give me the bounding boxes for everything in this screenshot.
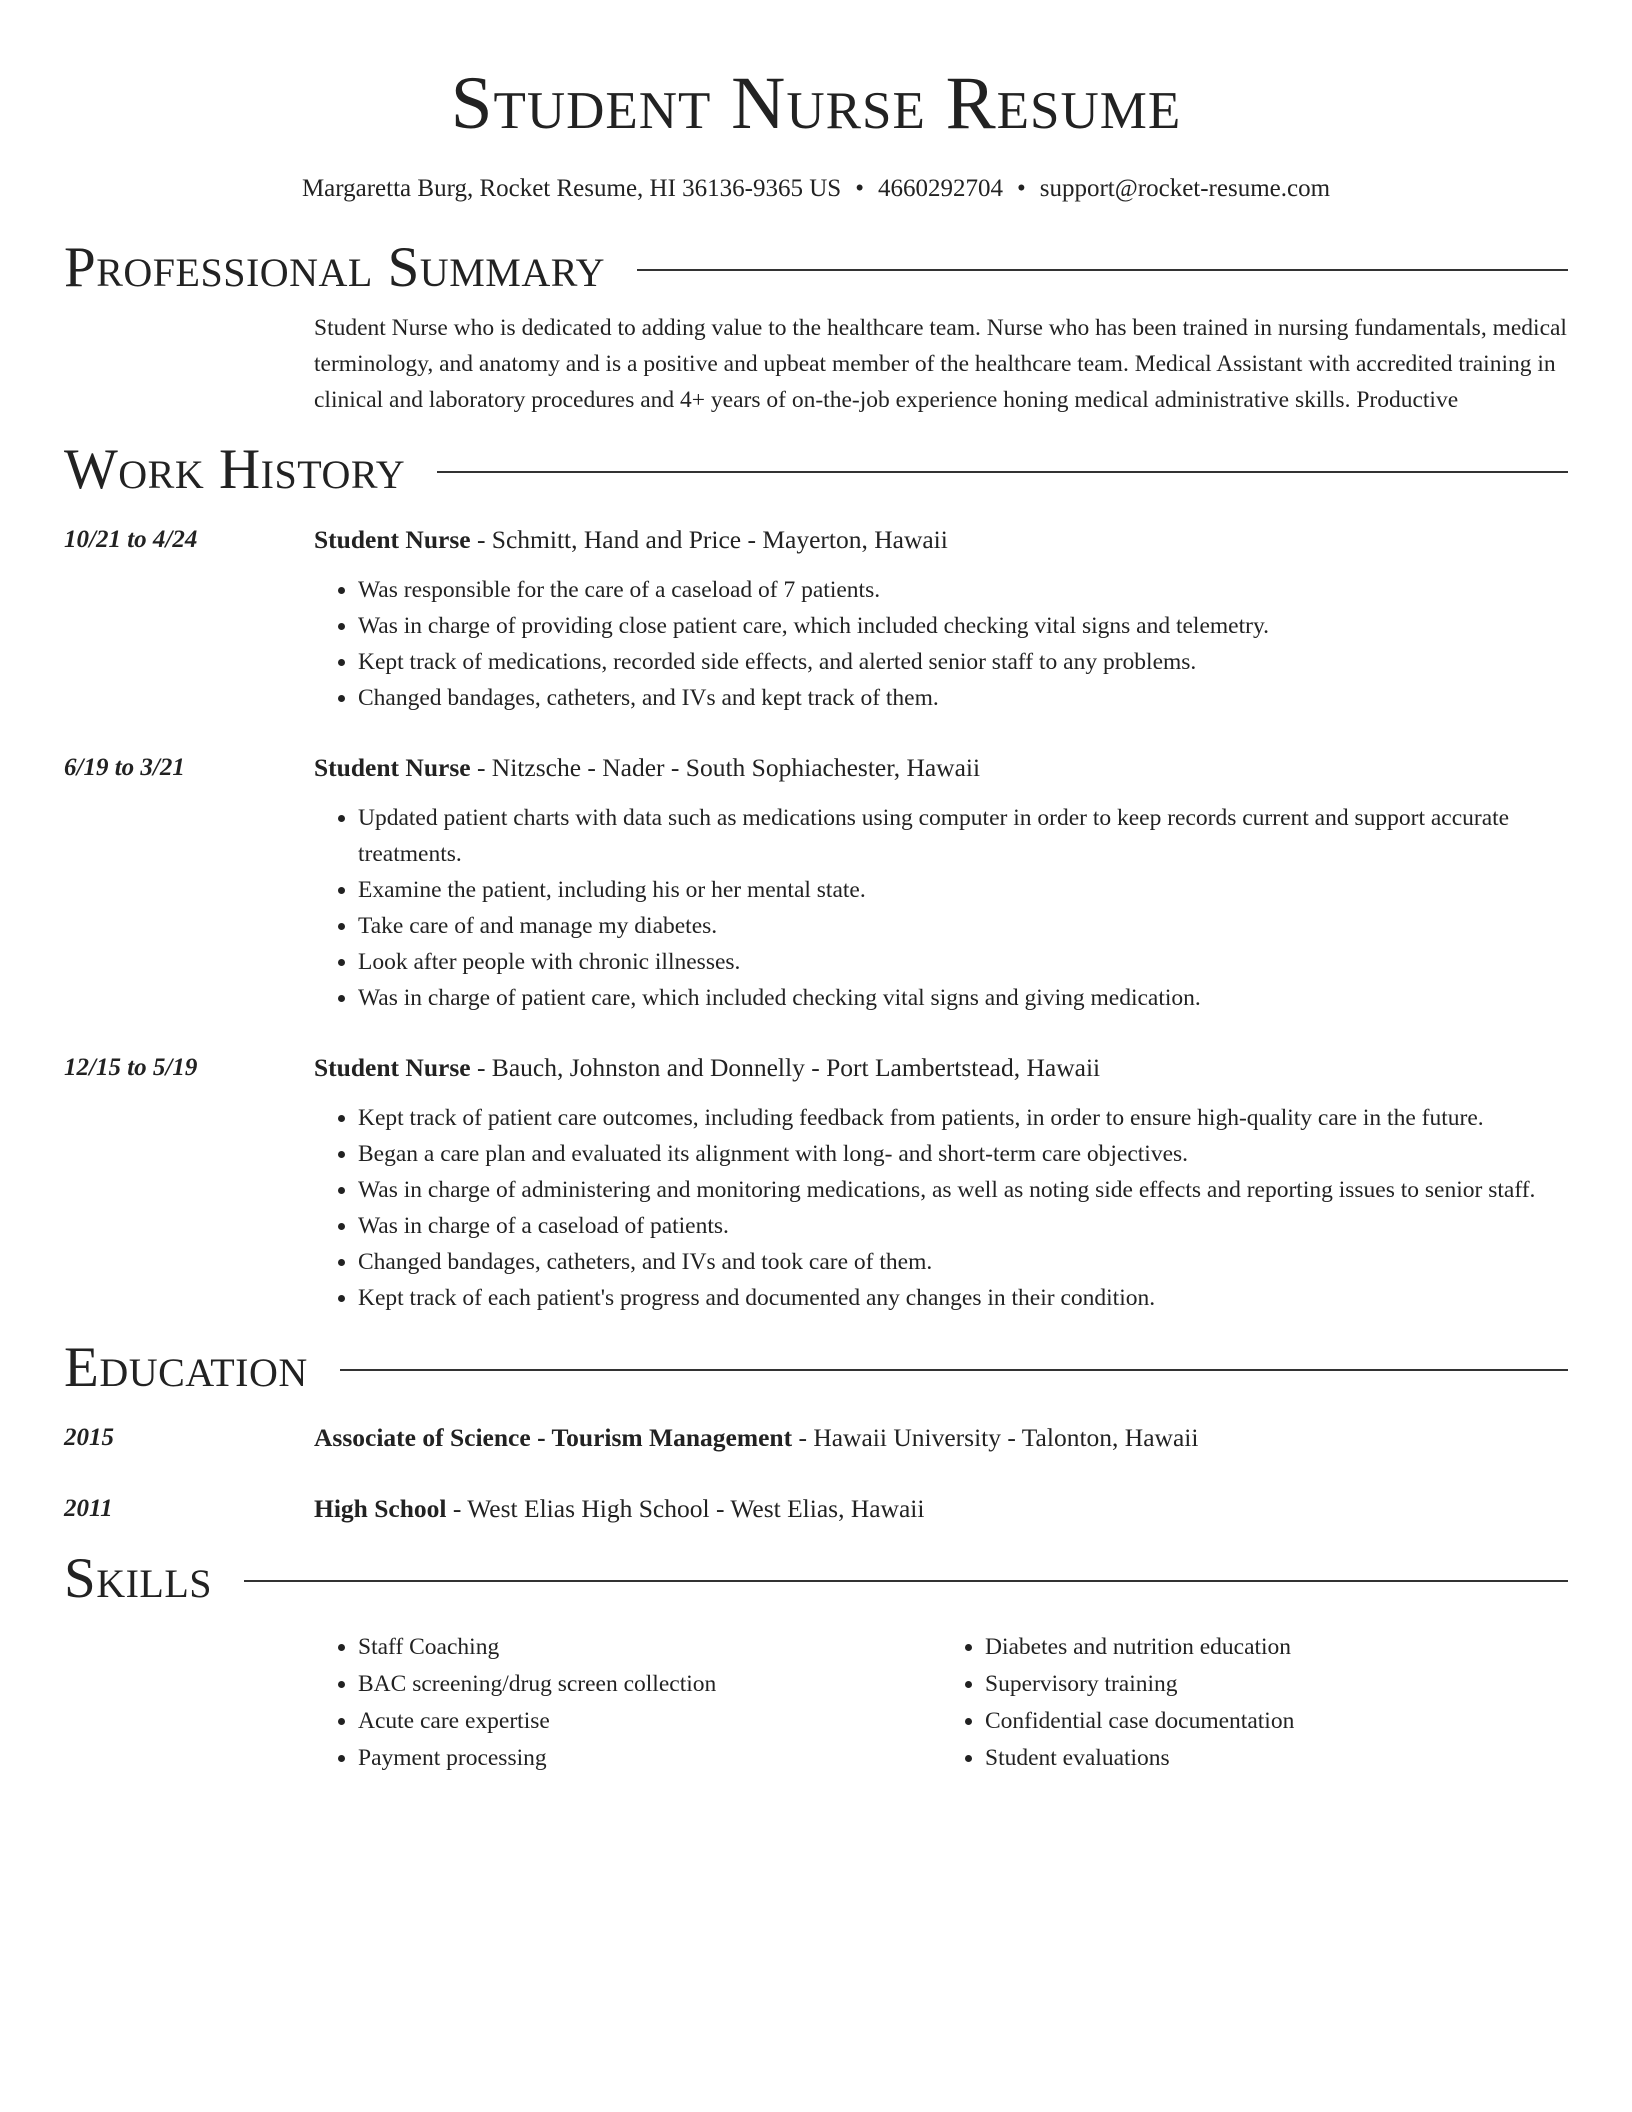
list-item: • Changed bandages, catheters, and IVs and kept track of them. [358,680,1568,716]
work-headline [314,522,1568,558]
education-headline [314,1491,1568,1527]
section-title-work: Work History [64,438,406,501]
work-role: Student Nurse [314,753,471,782]
section-header-skills [64,1547,1568,1611]
list-item: • Take care of and manage my diabetes. [358,908,1568,944]
skill-item: • BAC screening/drug screen collection [358,1666,941,1703]
contact-email: support@rocket-resume.com [1039,175,1331,202]
list-item: • Was in charge of administering and monitoring medications, as well as noting side effects and reporting issues to senior staff. [358,1172,1568,1208]
section-title-skills: Skills [64,1547,213,1610]
work-bullets [314,1100,1568,1316]
work-entry [64,522,1568,716]
skills-column-right [941,1629,1568,1777]
list-item: • Began a care plan and evaluated its alignment with long- and short-term care objectives. [358,1136,1568,1172]
list-item: • Kept track of each patient's progress and documented any changes in their condition. [358,1280,1568,1316]
skill-item: • Acute care expertise [358,1703,941,1740]
list-item: • Was in charge of a caseload of patients. [358,1208,1568,1244]
education-details: - Hawaii University - Talonton, Hawaii [792,1423,1199,1452]
section-divider [437,471,1568,473]
education-headline [314,1420,1568,1456]
skill-item: • Diabetes and nutrition education [985,1629,1568,1666]
work-details: - Bauch, Johnston and Donnelly - Port Lambertstead, Hawaii [470,1053,1101,1082]
education-degree: Associate of Science - Tourism Management [314,1423,793,1452]
work-body [314,750,1568,1016]
skill-item: • Staff Coaching [358,1629,941,1666]
section-divider [244,1580,1568,1582]
resume-title: Student Nurse Resume [450,62,1182,145]
work-role: Student Nurse [314,525,471,554]
section-header-summary [64,236,1568,300]
section-header-education [64,1336,1568,1400]
work-date: 6/19 to 3/21 [64,754,185,781]
section-title-education: Education [64,1336,308,1399]
list-item: • Kept track of medications, recorded side effects, and alerted senior staff to any problems. [358,644,1568,680]
list-item: • Was responsible for the care of a caseload of 7 patients. [358,572,1568,608]
education-entry [64,1491,1568,1527]
education-body [314,1491,1568,1527]
work-headline [314,1050,1568,1086]
skill-item: • Supervisory training [985,1666,1568,1703]
work-date: 10/21 to 4/24 [64,526,198,553]
skills-grid [314,1629,1568,1777]
work-bullets [314,572,1568,716]
contact-line [64,174,1568,204]
education-degree: High School [314,1494,447,1523]
section-header-work [64,438,1568,502]
contact-separator: • [855,175,864,202]
contact-address: Margaretta Burg, Rocket Resume, HI 36136-9365 US [301,175,842,202]
work-entry [64,750,1568,1016]
work-details: - Schmitt, Hand and Price - Mayerton, Hawaii [470,525,948,554]
skill-item: • Payment processing [358,1740,941,1777]
skill-item: • Confidential case documentation [985,1703,1568,1740]
education-details: - West Elias High School - West Elias, Hawaii [446,1494,925,1523]
education-entry [64,1420,1568,1456]
work-body [314,522,1568,716]
education-body [314,1420,1568,1456]
skills-column-left [314,1629,941,1777]
work-bullets [314,800,1568,1016]
contact-phone: 4660292704 [877,175,1003,202]
contact-separator: • [1016,175,1026,202]
work-date: 12/15 to 5/19 [64,1054,198,1081]
education-date: 2011 [64,1495,113,1522]
work-role: Student Nurse [314,1053,471,1082]
work-details: - Nitzsche - Nader - South Sophiachester, Hawaii [470,753,981,782]
work-headline [314,750,1568,786]
section-divider [637,269,1568,271]
list-item: • Kept track of patient care outcomes, including feedback from patients, in order to ensure high-quality care in the future. [358,1100,1568,1136]
list-item: • Was in charge of patient care, which included checking vital signs and giving medication. [358,980,1568,1016]
work-entry [64,1050,1568,1316]
list-item: • Changed bandages, catheters, and IVs and took care of them. [358,1244,1568,1280]
section-title-summary: Professional Summary [64,236,606,299]
list-item: • Was in charge of providing close patient care, which included checking vital signs and telemetry. [358,608,1568,644]
skill-item: • Student evaluations [985,1740,1568,1777]
education-date: 2015 [64,1424,114,1451]
work-body [314,1050,1568,1316]
list-item: • Updated patient charts with data such as medications using computer in order to keep records current and support accurate treatments. [358,800,1568,872]
summary-text: Student Nurse who is dedicated to adding value to the healthcare team. Nurse who has been trained in nursing fundamentals, medical terminology, and anatomy and is a positive and upbeat member of the healthcare team. Medical Assistant with accredited training in clinical and laboratory procedures and 4+ years of on-the-job experience honing medical administrative skills. Productive [314,315,1567,413]
section-divider [340,1369,1568,1371]
list-item: • Look after people with chronic illnesses. [358,944,1568,980]
list-item: • Examine the patient, including his or her mental state. [358,872,1568,908]
